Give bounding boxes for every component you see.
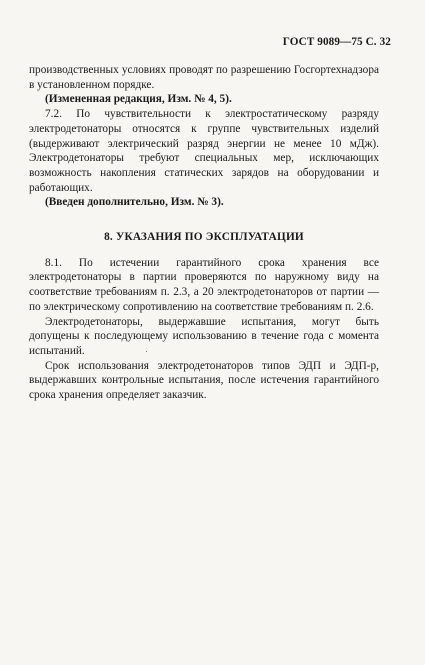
paragraph: Срок использования электродетонаторов типов ЭДП и ЭДП-р, выдержавших контрольные испытания, после истечения гарантийного срока хранения определяет заказчик.: [29, 359, 379, 402]
scan-speck: [146, 351, 147, 352]
paragraph-continuation: производственных условиях проводят по разрешению Госгортехнадзора в установленном порядке.: [29, 64, 379, 91]
document-body: [29, 63, 379, 403]
section-title: 8. УКАЗАНИЯ ПО ЭКСПЛУАТАЦИИ: [104, 231, 304, 244]
paragraph-7-2: 7.2. По чувствительности к электростатическому разряду электродетонаторы относятся к группе чувствительных изделий (выдерживают электрический разряд энергии не менее 10 мДж). Электродетонаторы требуют специальных мер, исключающих возможность накопления статических зарядов на оборудовании и работающих.: [29, 108, 379, 194]
paragraph-8-1: 8.1. По истечении гарантийного срока хранения все электродетонаторы в партии проверяются по наружному виду на соответствие требованиям п. 2.3, а 20 электродетонаторов от партии — по электрическому сопротивлению на соответствие требованиям п. 2.6.: [29, 256, 379, 313]
amendment-note: (Измененная редакция, Изм. № 4, 5).: [45, 93, 232, 106]
paragraph: Электродетонаторы, выдержавшие испытания, могут быть допущены к последующему использованию в течение года с момента испытаний.: [29, 315, 379, 357]
amendment-note: (Введен дополнительно, Изм. № 3).: [45, 196, 224, 209]
page-header: ГОСТ 9089—75 С. 32: [282, 36, 391, 48]
